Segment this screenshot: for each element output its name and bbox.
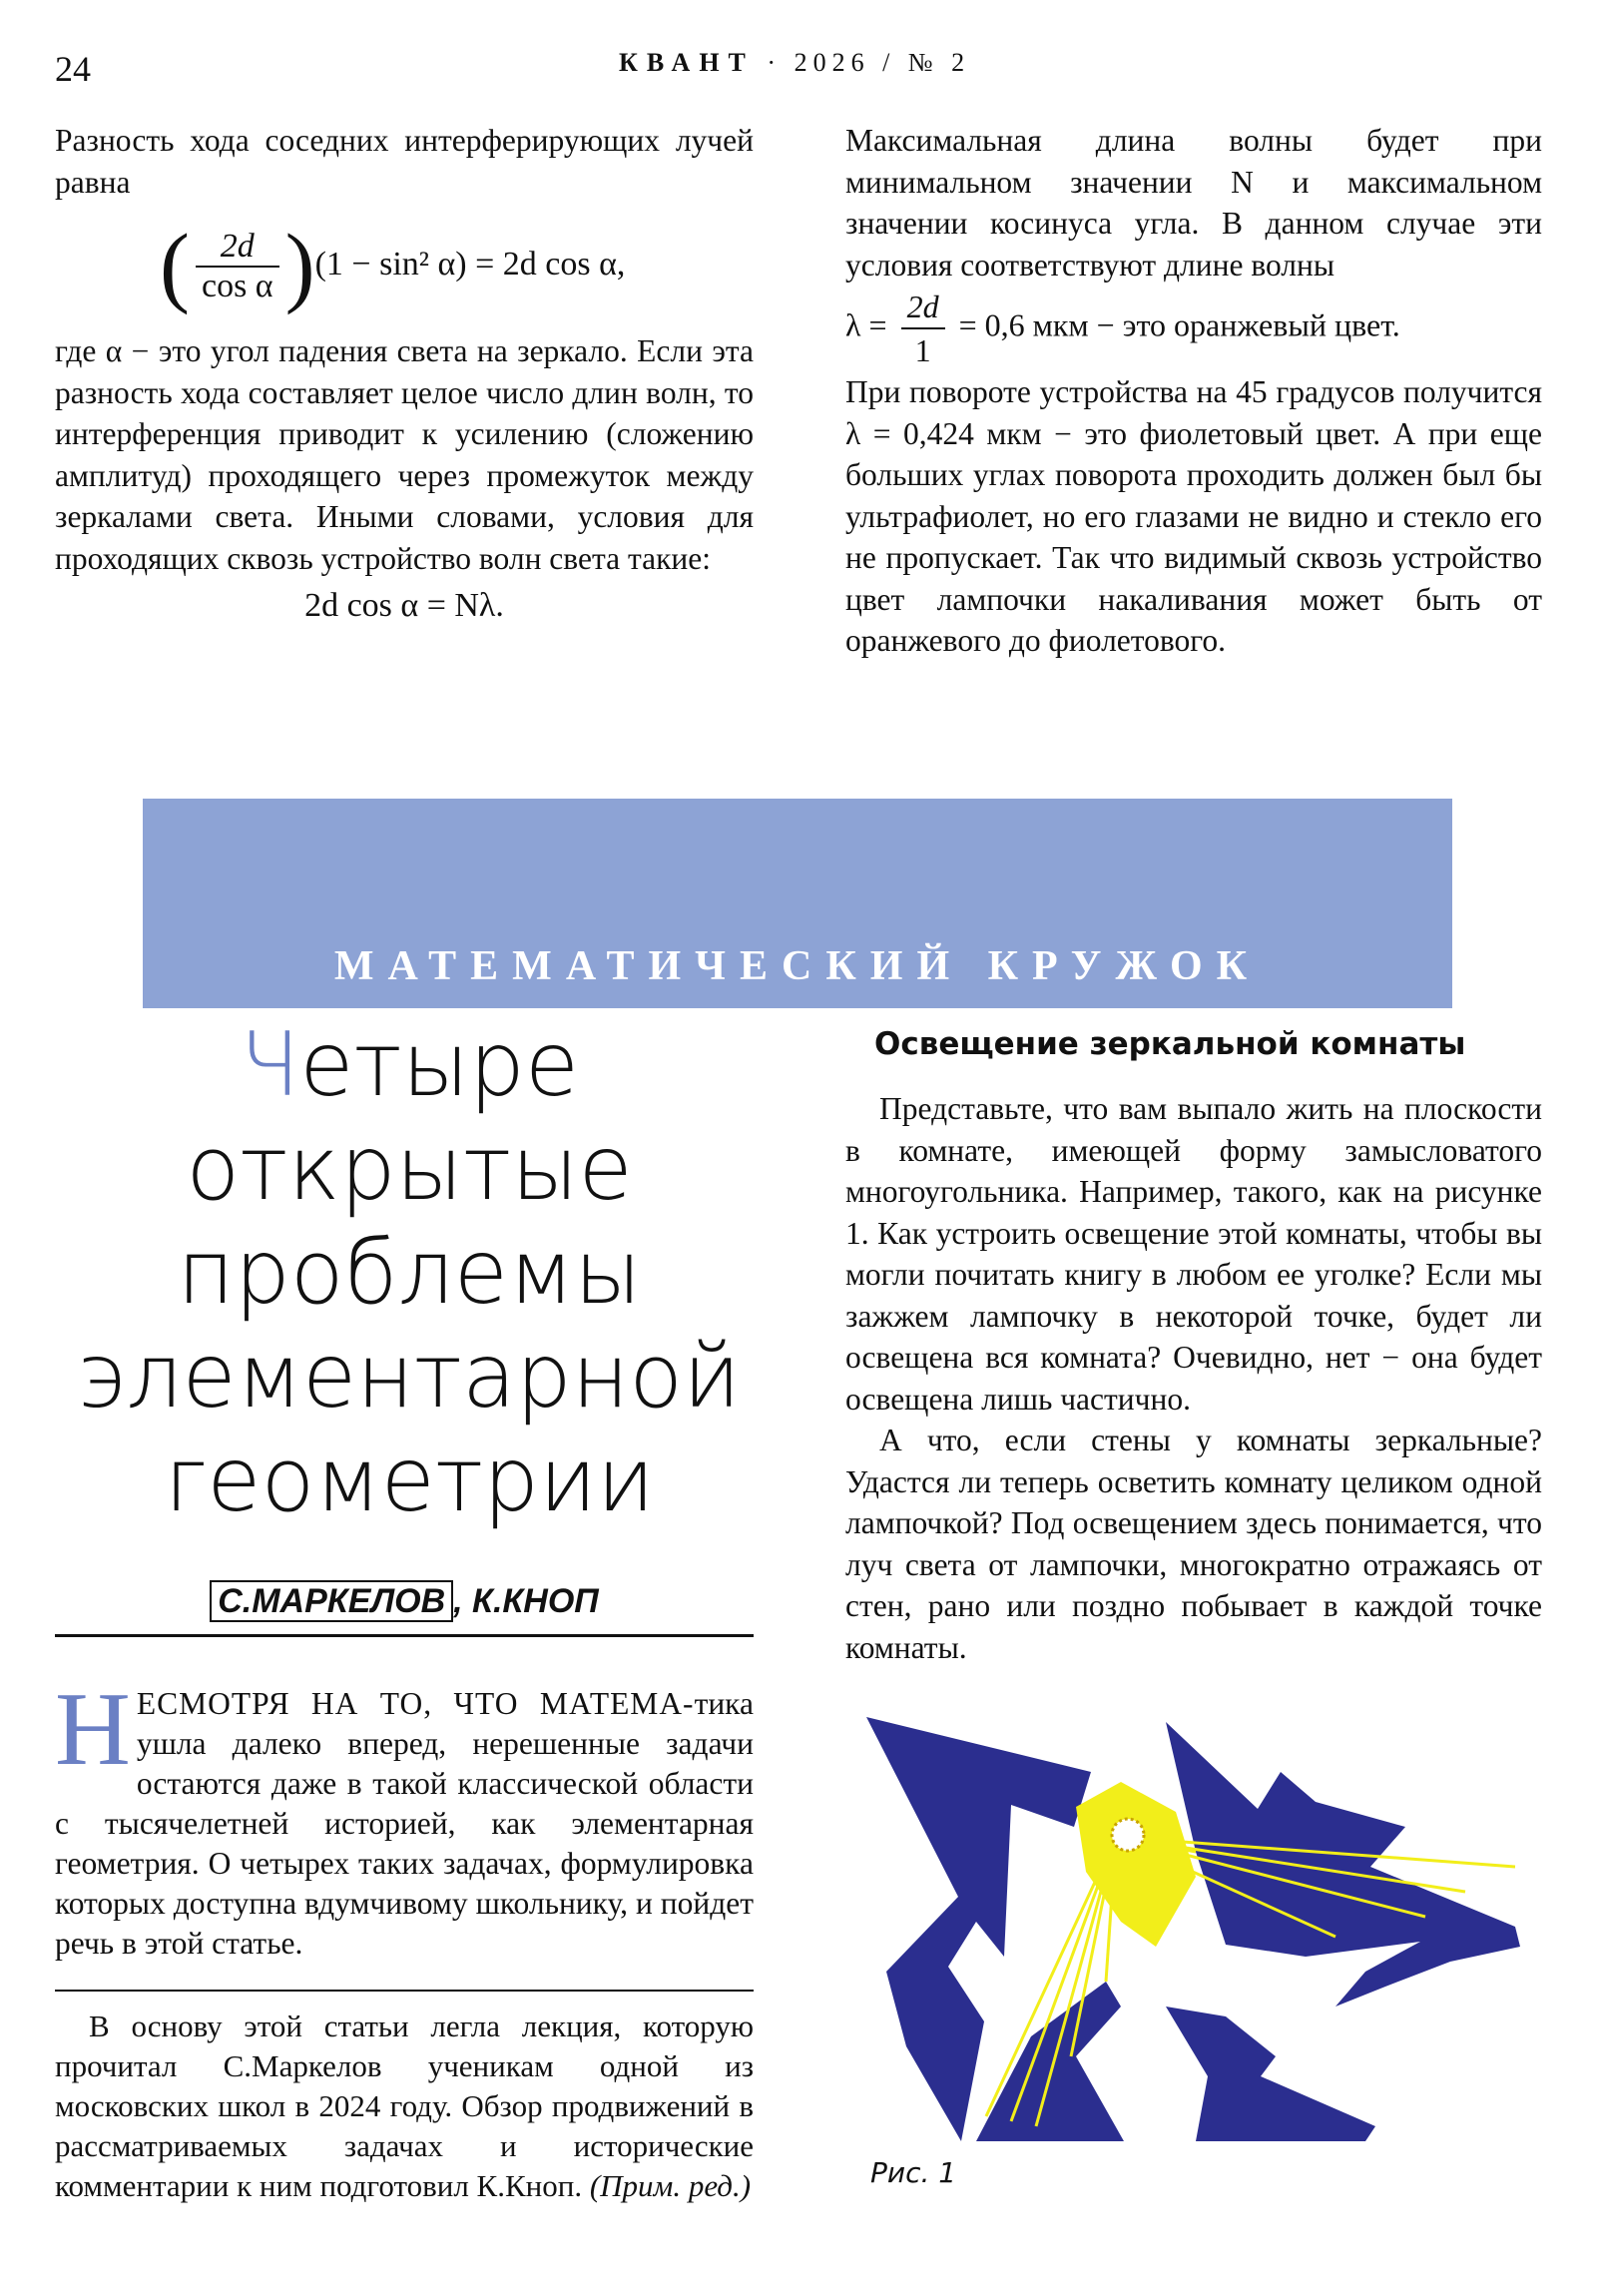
formula-numerator: 2d xyxy=(196,228,279,268)
article-title xyxy=(60,1013,759,1532)
room-walls xyxy=(866,1717,1520,2141)
lead-text: тика ушла далеко вперед, нерешенные задачи остаются даже в такой классической области с тысячелетней историей, как элементарная геометрия. О четырех таких задачах, формулировка которых доступна вдумчивому школьнику, и пойдет речь в этой статье. xyxy=(55,1686,754,1961)
running-head-separator: · xyxy=(767,48,783,77)
title-line-3: проблемы xyxy=(177,1221,642,1324)
note-text: В основу этой статьи легла лекция, которую прочитал С.Маркелов ученикам одной из московских школ в 2024 году. Обзор продвижений в рассматриваемых задачах и исторические комментарии к ним подготовил К.Кноп. xyxy=(55,2009,754,2203)
magazine-name: КВАНТ xyxy=(619,48,755,77)
section-title: Освещение зеркальной комнаты xyxy=(874,1026,1466,1062)
lamp-icon xyxy=(1112,1819,1144,1851)
authors-rule xyxy=(55,1634,754,1637)
formula-lambda-fraction xyxy=(901,286,945,371)
title-line-4: элементарной xyxy=(77,1325,742,1428)
authors-line xyxy=(55,1582,754,1621)
formula-lambda-rhs: = 0,6 мкм − это оранжевый цвет. xyxy=(958,306,1400,343)
figure-caption: Рис. 1 xyxy=(870,2156,957,2189)
section-paragraph-1: Представьте, что вам выпало жить на плоскости в комнате, имеющей форму замысловатого многоугольника. Например, такого, как на рисунке 1. Как устроить освещение этой комнаты, чтобы вы могли почитать книгу в любом ее уголке? Если мы зажжем лампочку в некоторой точке, будет ли освещена вся комната? Очевидно, нет − она будет освещена лишь частично. xyxy=(845,1091,1542,1417)
left-body-paragraph: где α − это угол падения света на зеркало. Если эта разность хода составляет целое число длин волн, то интерференция приводит к усилению (сложению амплитуд) проходящего через промежуток между зеркалами света. Иными словами, условия для проходящих сквозь устройство волн света такие: xyxy=(55,333,754,576)
authors-separator: , xyxy=(453,1582,463,1620)
formula-lambda-num: 2d xyxy=(901,286,945,329)
formula-denominator: cos α xyxy=(201,268,273,304)
formula-right-paren: ) xyxy=(284,217,315,315)
left-intro-paragraph: Разность хода соседних интерферирующих лучей равна xyxy=(55,123,754,200)
page-number: 24 xyxy=(55,49,91,89)
banner-title: МАТЕМАТИЧЕСКИЙ КРУЖОК xyxy=(333,943,1262,989)
right-top-column xyxy=(845,120,1542,662)
lead-paragraph xyxy=(55,1670,754,1964)
right-top-paragraph-1: Максимальная длина волны будет при минимальном значении N и максимальном значении косинуса угла. В данном случае эти условия соответствуют длине волны xyxy=(845,123,1542,283)
formula-interference-condition: 2d cos α = Nλ. xyxy=(304,587,504,624)
lead-caps: ЕСМОТРЯ НА ТО, ЧТО МАТЕМА- xyxy=(136,1686,695,1721)
title-line-1 xyxy=(60,1013,759,1117)
title-initial: Ч xyxy=(239,1013,300,1116)
wall-polygon-bottom xyxy=(976,1982,1124,2141)
author-knop: К.КНОП xyxy=(472,1582,599,1620)
formula-path-difference xyxy=(160,217,626,315)
drop-cap: Н xyxy=(55,1670,131,1787)
issue-number: 2026 / № 2 xyxy=(794,48,971,77)
right-bottom-column xyxy=(845,1088,1542,1668)
left-top-column xyxy=(55,120,754,635)
figure-mirror-room xyxy=(866,1717,1525,2141)
title-line-5: геометрии xyxy=(164,1429,655,1531)
section-paragraph-2: А что, если стены у комнаты зеркальные? Удастся ли теперь осветить комнату целиком одной лампочкой? Под освещением здесь понимается, что луч света от лампочки, многократно отражаясь от стен, рано или поздно побывает в каждой точке комнаты. xyxy=(845,1423,1542,1665)
author-markelov: С.МАРКЕЛОВ xyxy=(210,1580,453,1622)
formula-rest: (1 − sin² α) = 2d cos α, xyxy=(314,245,626,283)
title-line-2: открытые xyxy=(186,1117,633,1220)
right-top-paragraph-2: При повороте устройства на 45 градусов получится λ = 0,424 мкм − это фиолетовый цвет. А при еще больших углах поворота проходить должен был бы ультрафиолет, но его глазами не видно и стекло его не пропускает. Так что видимый сквозь устройство цвет лампочки накаливания может быть от оранжевого до фиолетового. xyxy=(845,374,1542,658)
formula-lambda-den: 1 xyxy=(914,332,931,368)
running-head xyxy=(619,48,970,78)
formula-lambda-lhs: λ = xyxy=(845,306,887,343)
section-banner xyxy=(143,799,1452,1008)
formula-wavelength xyxy=(845,286,1542,371)
editorial-note xyxy=(55,2007,754,2206)
formula-fraction xyxy=(196,228,279,305)
wall-polygon-bottom-right xyxy=(1166,2007,1375,2141)
title-line-1-rest: етыре xyxy=(299,1013,580,1116)
formula-left-paren: ( xyxy=(160,217,190,315)
note-editor: (Прим. ред.) xyxy=(589,2168,752,2203)
note-rule xyxy=(55,1990,754,1992)
